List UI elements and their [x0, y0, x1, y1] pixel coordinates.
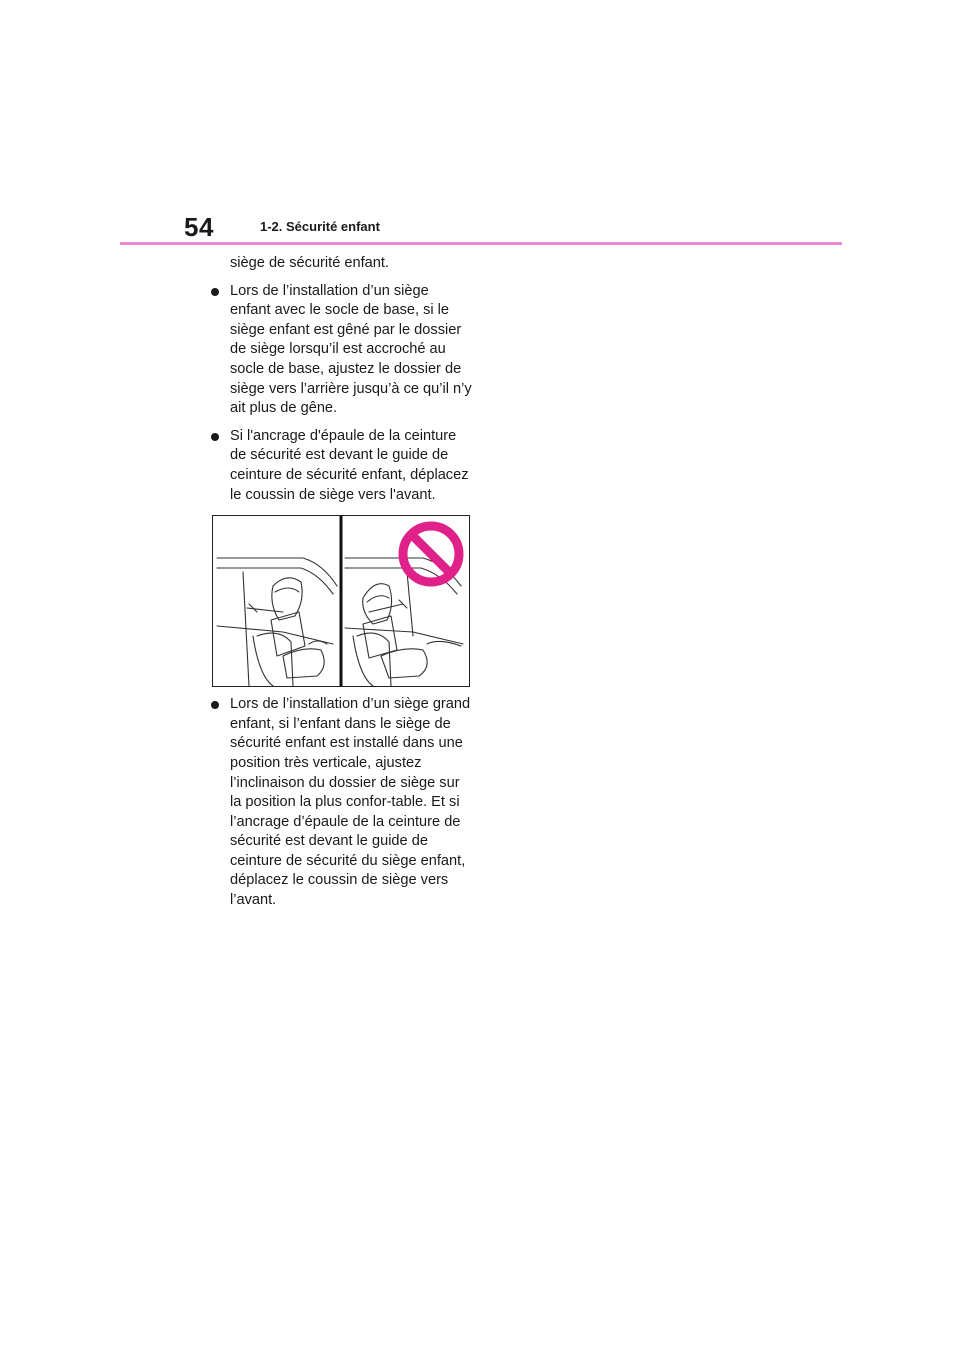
header-divider — [120, 242, 842, 245]
continuation-text: siège de sécurité enfant. — [230, 255, 390, 271]
seat-illustration-drawing — [213, 516, 469, 686]
prohibited-icon — [403, 526, 459, 582]
bullet-item — [210, 282, 472, 419]
bullet-item — [210, 695, 472, 911]
bullet-text: Si l'ancrage d'épaule de la ceinture de sécurité est devant le guide de ceinture de sécurité enfant, déplacez le coussin de siège vers l'avant. — [230, 427, 469, 503]
bullet-icon — [211, 701, 219, 709]
bullet-icon — [211, 433, 219, 441]
page-number: 54 — [184, 212, 214, 242]
correct-seat-drawing — [217, 558, 337, 686]
seat-illustration — [212, 515, 470, 687]
bullet-text: Lors de l’installation d’un siège enfant avec le socle de base, si le siège enfant est gêné par le dossier de siège lorsqu’il est accroché au socle de base, ajustez le dossier de siège vers l’arrière jusqu’à ce qu’il n’y ait plus de gêne. — [230, 282, 472, 417]
section-title: 1-2. Sécurité enfant — [260, 219, 380, 234]
bullet-icon — [211, 288, 219, 296]
bullet-text: Lors de l’installation d’un siège grand enfant, si l’enfant dans le siège de sécurité enfant est installé dans une position très verticale, ajustez l’inclinaison du dossier de siège sur la position la plus confor-table. Et si l’ancrage d’épaule de la ceinture de sécurité est devant le guide de ceinture de sécurité du siège enfant, déplacez le coussin de siège vers l’avant. — [230, 696, 471, 909]
page-content — [210, 254, 472, 919]
bullet-item — [210, 427, 472, 505]
